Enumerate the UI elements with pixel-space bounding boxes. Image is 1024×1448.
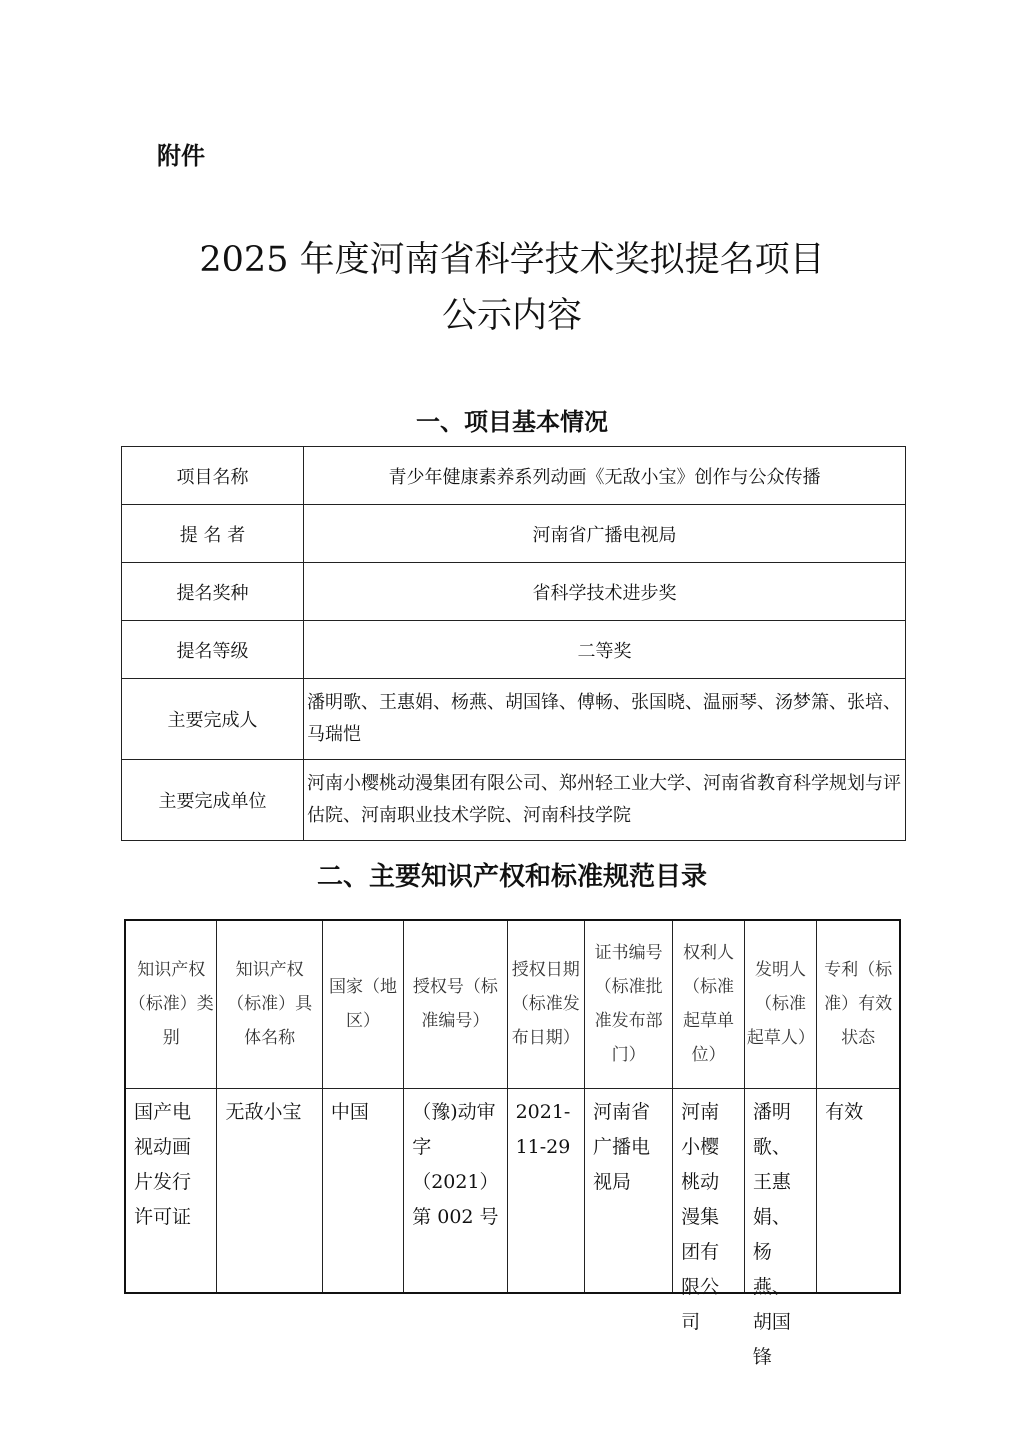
row-value: 河南省广播电视局	[304, 505, 906, 563]
row-value: 二等奖	[304, 621, 906, 679]
column-header: 授权日期（标准发布日期）	[507, 920, 584, 1088]
ip-standards-table	[124, 919, 901, 1368]
document-title-line2: 公示内容	[441, 296, 582, 336]
table-cell: 有效	[825, 1100, 864, 1123]
column-header: 授权号（标准编号）	[404, 920, 507, 1088]
column-header: 专利（标准）有效状态	[817, 920, 900, 1088]
table-cell: 河南小樱桃动漫集团有限公司	[681, 1100, 720, 1333]
column-header: 知识产权（标准）具体名称	[217, 920, 322, 1088]
row-value: 青少年健康素养系列动画《无敌小宝》创作与公众传播	[304, 447, 906, 505]
table-cell: 潘明歌、王惠娟、杨燕、胡国锋	[752, 1100, 791, 1368]
table-row	[125, 1088, 900, 1293]
section-heading-ip-list: 二、主要知识产权和标准规范目录	[316, 862, 707, 892]
column-header: 国家（地区）	[322, 920, 403, 1088]
table-row	[122, 447, 906, 505]
row-value: 潘明歌、王惠娟、杨燕、胡国锋、傅畅、张国晓、温丽琴、汤梦箫、张培、马瑞恺	[304, 679, 906, 760]
table-row	[122, 621, 906, 679]
row-label: 主要完成人	[122, 679, 304, 760]
column-header: 知识产权（标准）类别	[125, 920, 217, 1088]
column-header: 发明人（标准起草人）	[744, 920, 816, 1088]
table-cell: 无敌小宝	[225, 1100, 302, 1123]
table-row	[122, 679, 906, 760]
column-header: 权利人（标准起草单位）	[673, 920, 745, 1088]
section-heading-basic-info: 一、项目基本情况	[416, 408, 608, 436]
column-header: 证书编号（标准批准发布部门）	[585, 920, 673, 1088]
table-header-row	[125, 920, 900, 1088]
document-title-line1: 2025 年度河南省科学技术奖拟提名项目	[199, 240, 825, 280]
table-row	[122, 505, 906, 563]
basic-info-table	[121, 446, 906, 841]
attachment-label: 附件	[157, 142, 205, 170]
table-cell: 河南省广播电视局	[593, 1100, 651, 1193]
table-cell: 中国	[330, 1100, 369, 1123]
row-label: 项目名称	[122, 447, 304, 505]
table-cell: （豫)动审字（2021）第 002 号	[412, 1100, 499, 1228]
row-value: 河南小樱桃动漫集团有限公司、郑州轻工业大学、河南省教育科学规划与评估院、河南职业技术学院、河南科技学院	[304, 760, 906, 841]
row-label: 主要完成单位	[122, 760, 304, 841]
row-label: 提 名 者	[122, 505, 304, 563]
row-label: 提名奖种	[122, 563, 304, 621]
row-label: 提名等级	[122, 621, 304, 679]
table-cell: 2021-11-29	[515, 1100, 571, 1158]
table-cell: 国产电视动画片发行许可证	[134, 1100, 192, 1228]
table-row	[122, 563, 906, 621]
table-row	[122, 760, 906, 841]
row-value: 省科学技术进步奖	[304, 563, 906, 621]
